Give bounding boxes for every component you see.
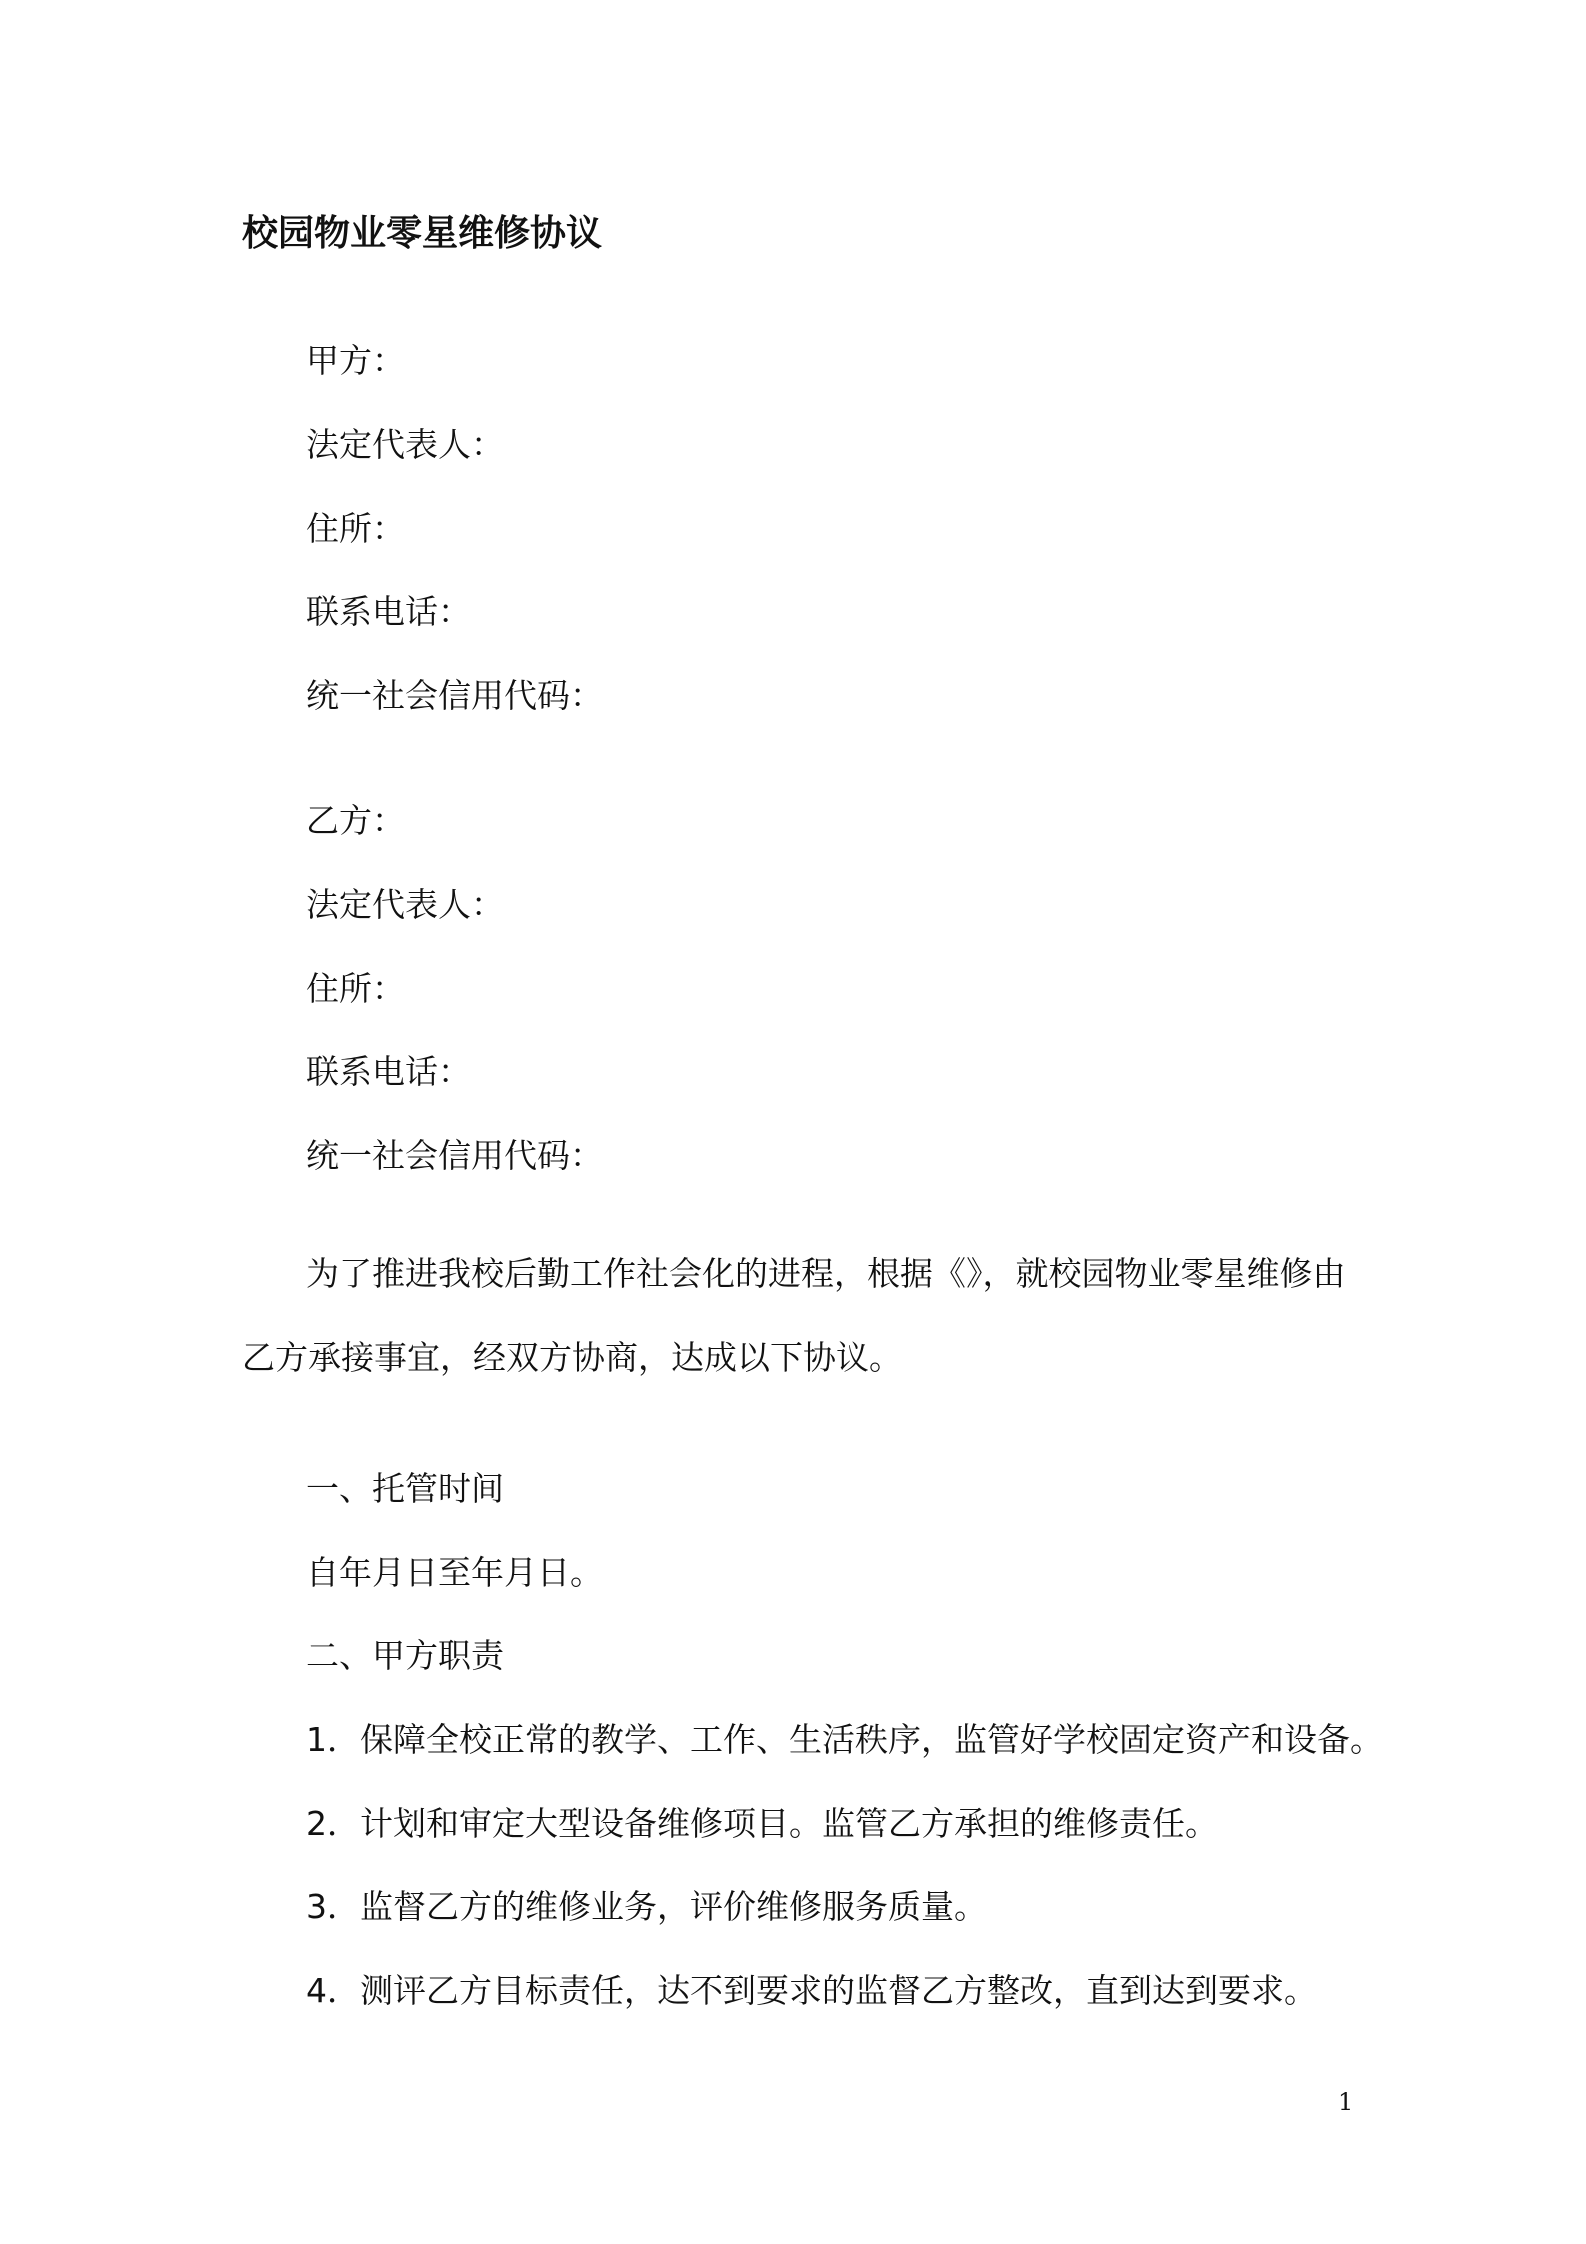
party-b-phone: 联系电话： [306,1052,471,1091]
section2-item: 1．保障全校正常的教学、工作、生活秩序，监管好学校固定资产和设备。 [306,1720,1383,1759]
intro-paragraph: 为了推进我校后勤工作社会化的进程，根据《》，就校园物业零星维修由乙方承接事宜，经双方协商，达成以下协议。 [242,1254,1346,1377]
section1-text: 自年月日至年月日。 [306,1553,603,1592]
party-a-phone: 联系电话： [306,592,471,631]
party-b-legal-rep: 法定代表人： [306,885,504,924]
party-b-credit-code: 统一社会信用代码： [306,1136,603,1175]
section2-item: 4．测评乙方目标责任，达不到要求的监督乙方整改，直到达到要求。 [306,1971,1317,2010]
party-a-credit-code: 统一社会信用代码： [306,676,603,715]
section2-heading: 二、甲方职责 [306,1636,504,1675]
document-title: 校园物业零星维修协议 [242,213,603,254]
party-a-address: 住所： [306,509,405,548]
section2-item: 2．计划和审定大型设备维修项目。监管乙方承担的维修责任。 [306,1804,1218,1843]
section2-item: 3．监督乙方的维修业务，评价维修服务质量。 [306,1887,987,1926]
party-b-label: 乙方： [306,801,405,840]
party-a-legal-rep: 法定代表人： [306,425,504,464]
party-a-label: 甲方： [306,341,405,380]
section1-heading: 一、托管时间 [306,1469,504,1508]
page-number: 1 [1338,2088,1354,2116]
party-b-address: 住所： [306,969,405,1008]
